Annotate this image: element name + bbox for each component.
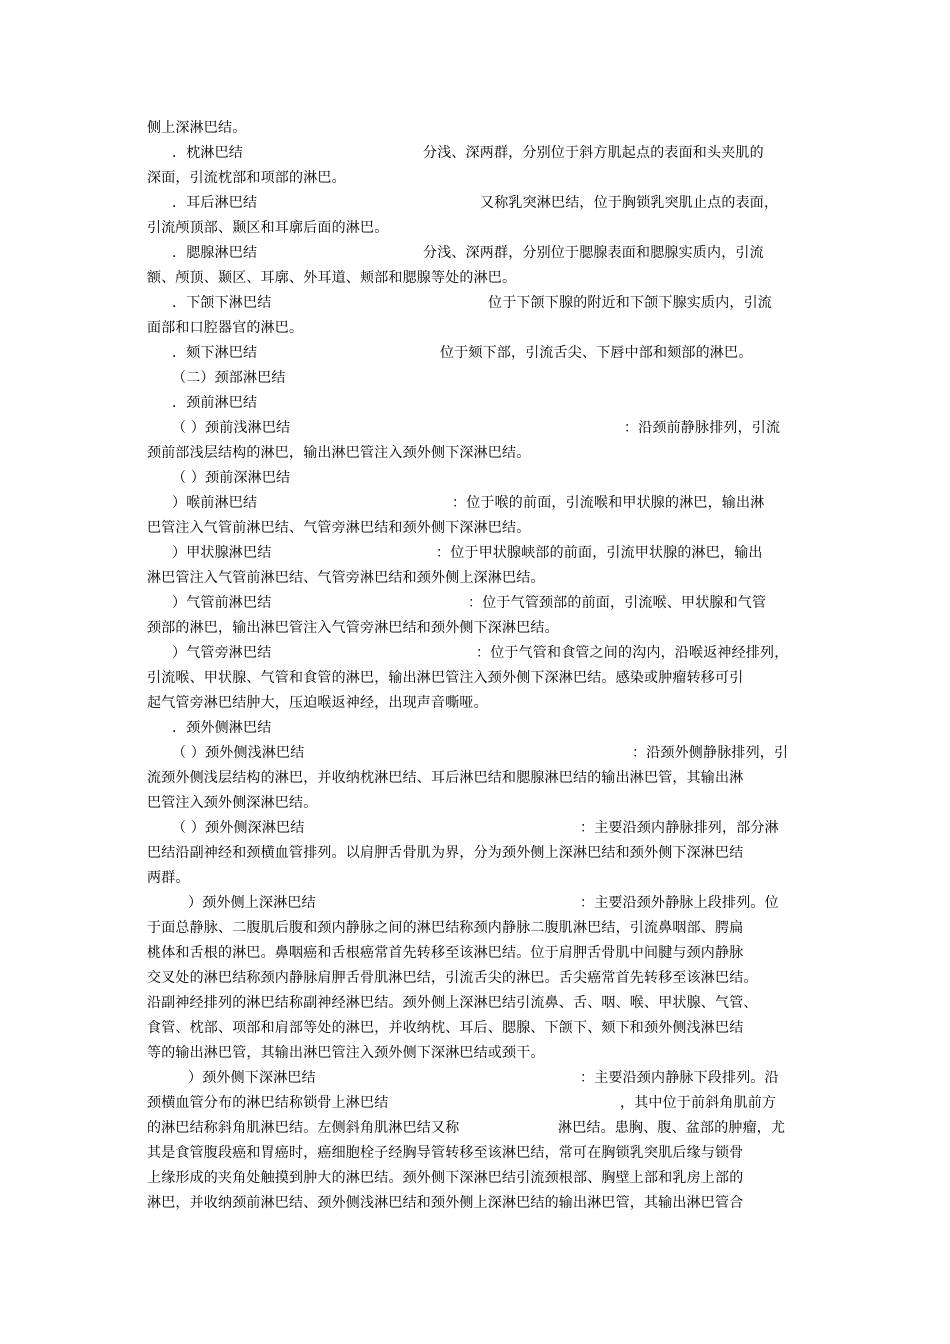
text-line: 上缘形成的夹角处触摸到肿大的淋巴结。颈外侧下深淋巴结引流颈根部、胸壁上部和乳房上部的 [147, 1170, 744, 1186]
text-line: 侧上深淋巴结。 [147, 120, 247, 136]
text-line: 额、颅顶、颞区、耳廓、外耳道、颊部和腮腺等处的淋巴。 [147, 270, 517, 286]
item-heading: ）气管旁淋巴结 [172, 645, 272, 661]
text-line: 交叉处的淋巴结称颈内静脉肩胛舌骨肌淋巴结，引流舌尖的淋巴。舌尖癌常首先转移至该淋巴结。 [147, 970, 758, 986]
item-heading: （ ）颈前浅淋巴结 [172, 420, 291, 436]
text-line: 颈横血管分布的淋巴结称锁骨上淋巴结 [147, 1095, 389, 1111]
item-heading: ．腮腺淋巴结 [172, 245, 258, 261]
text-line: 引流颅顶部、颞区和耳廓后面的淋巴。 [147, 220, 389, 236]
text-line: ：主要沿颈内静脉排列，部分淋 [580, 820, 779, 836]
text-line: 巴管注入气管前淋巴结、气管旁淋巴结和颈外侧下深淋巴结。 [147, 520, 531, 536]
item-heading: （ ）颈外侧浅淋巴结 [172, 745, 305, 761]
text-line: 位于颏下部，引流舌尖、下唇中部和颏部的淋巴。 [440, 345, 753, 361]
item-heading: ）颈外侧下深淋巴结 [188, 1070, 316, 1086]
text-line: 桃体和舌根的淋巴。鼻咽癌和舌根癌常首先转移至该淋巴结。位于肩胛舌骨肌中间腱与颈内静脉 [147, 945, 744, 961]
text-line: ：位于气管和食管之间的沟内，沿喉返神经排列， [476, 645, 789, 661]
text-line: 淋巴，并收纳颈前淋巴结、颈外侧浅淋巴结和颈外侧上深淋巴结的输出淋巴管，其输出淋巴管合 [147, 1195, 744, 1211]
text-line: 分浅、深两群，分别位于斜方肌起点的表面和头夹肌的 [423, 145, 764, 161]
text-line: 巴管注入颈外侧深淋巴结。 [147, 795, 318, 811]
text-line: 颈部的淋巴，输出淋巴管注入气管旁淋巴结和颈外侧下深淋巴结。 [147, 620, 559, 636]
text-line: 淋巴管注入气管前淋巴结、气管旁淋巴结和颈外侧上深淋巴结。 [147, 570, 545, 586]
text-line: 等的输出淋巴管，其输出淋巴管注入颈外侧下深淋巴结或颈干。 [147, 1045, 545, 1061]
text-line: 其是食管腹段癌和胃癌时，癌细胞栓子经胸导管转移至该淋巴结，常可在胸锁乳突肌后缘与锁骨 [147, 1145, 744, 1161]
text-line: ：主要沿颈外静脉上段排列。位 [580, 895, 779, 911]
text-line: ：位于喉的前面，引流喉和甲状腺的淋巴，输出淋 [452, 495, 765, 511]
text-line: ：沿颈外侧静脉排列，引 [632, 745, 789, 761]
text-line: 沿副神经排列的淋巴结称副神经淋巴结。颈外侧上深淋巴结引流鼻、舌、咽、喉、甲状腺、气管、 [147, 995, 758, 1011]
text-line: 面部和口腔器官的淋巴。 [147, 320, 304, 336]
item-heading: （ ）颈外侧深淋巴结 [172, 820, 305, 836]
text-line: ：主要沿颈内静脉下段排列。沿 [580, 1070, 779, 1086]
text-line: 又称乳突淋巴结，位于胸锁乳突肌止点的表面， [480, 195, 779, 211]
text-line: 流颈外侧浅层结构的淋巴，并收纳枕淋巴结、耳后淋巴结和腮腺淋巴结的输出淋巴管，其输出淋 [147, 770, 744, 786]
text-line: 起气管旁淋巴结肿大，压迫喉返神经，出现声音嘶哑。 [147, 695, 488, 711]
item-heading: ．颈外侧淋巴结 [172, 720, 272, 736]
text-line: 颈前部浅层结构的淋巴，输出淋巴管注入颈外侧下深淋巴结。 [147, 445, 531, 461]
item-heading: （ ）颈前深淋巴结 [172, 470, 291, 486]
item-heading: ．下颌下淋巴结 [172, 295, 272, 311]
text-line: ，其中位于前斜角肌前方 [620, 1095, 777, 1111]
text-line: 分浅、深两群，分别位于腮腺表面和腮腺实质内，引流 [423, 245, 764, 261]
item-heading: ．枕淋巴结 [172, 145, 243, 161]
text-line: 引流喉、甲状腺、气管和食管的淋巴，输出淋巴管注入颈外侧下深淋巴结。感染或肿瘤转移可引 [147, 670, 744, 686]
text-line: ：位于气管颈部的前面，引流喉、甲状腺和气管 [468, 595, 767, 611]
item-heading: ．颈前淋巴结 [172, 395, 258, 411]
text-line: ：位于甲状腺峡部的前面，引流甲状腺的淋巴，输出 [436, 545, 763, 561]
item-heading: ）甲状腺淋巴结 [172, 545, 272, 561]
text-line: 两群。 [147, 870, 190, 886]
item-heading: ．颏下淋巴结 [172, 345, 258, 361]
item-heading: ．耳后淋巴结 [172, 195, 258, 211]
text-line: 深面，引流枕部和项部的淋巴。 [147, 170, 346, 186]
text-line: 淋巴结。患胸、腹、盆部的肿瘤，尤 [558, 1120, 786, 1136]
item-heading: ）气管前淋巴结 [172, 595, 272, 611]
item-heading: ）喉前淋巴结 [172, 495, 258, 511]
text-line: ：沿颈前静脉排列，引流 [624, 420, 781, 436]
text-line: 巴结沿副神经和颈横血管排列。以肩胛舌骨肌为界，分为颈外侧上深淋巴结和颈外侧下深淋巴结 [147, 845, 744, 861]
text-line: 于面总静脉、二腹肌后腹和颈内静脉之间的淋巴结称颈内静脉二腹肌淋巴结，引流鼻咽部、腭扁 [147, 920, 744, 936]
text-line: 位于下颌下腺的附近和下颌下腺实质内，引流 [488, 295, 772, 311]
section-heading: （二）颈部淋巴结 [172, 370, 286, 386]
text-line: 的淋巴结称斜角肌淋巴结。左侧斜角肌淋巴结又称 [147, 1120, 460, 1136]
item-heading: ）颈外侧上深淋巴结 [188, 895, 316, 911]
text-line: 食管、枕部、项部和肩部等处的淋巴，并收纳枕、耳后、腮腺、下颌下、颏下和颈外侧浅淋巴结 [147, 1020, 744, 1036]
